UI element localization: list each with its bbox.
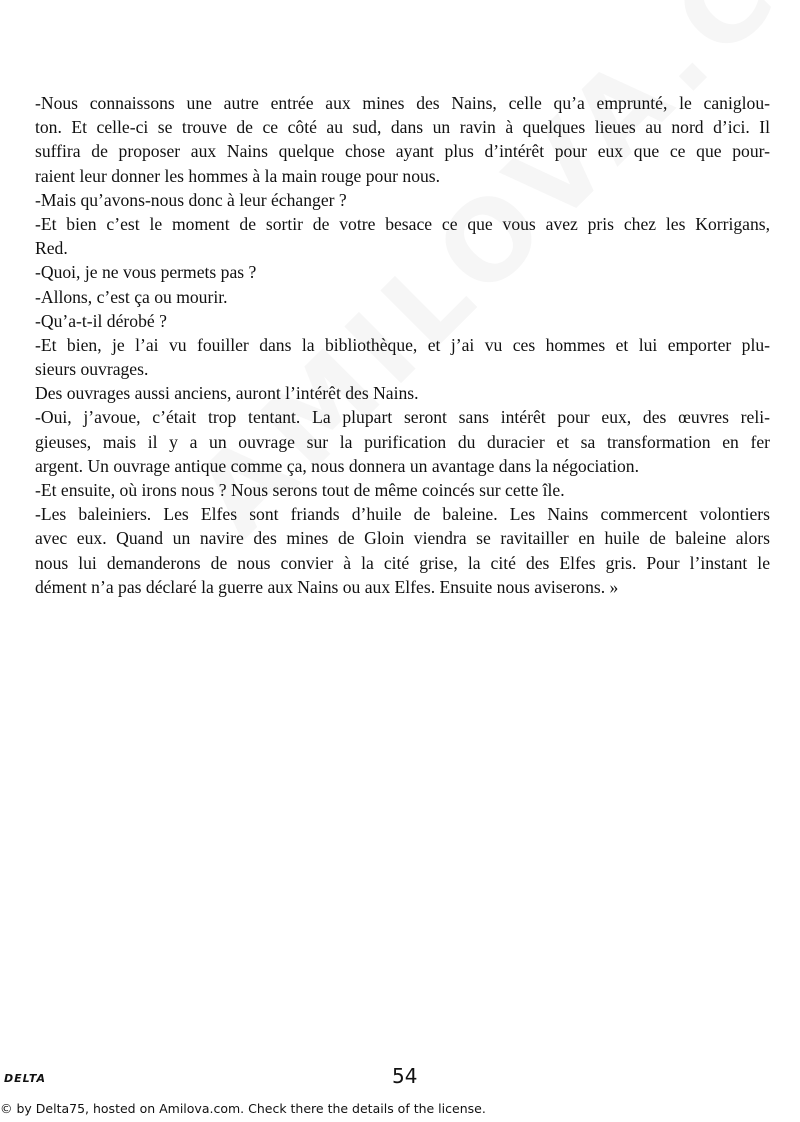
text-line: avec eux. Quand un navire des mines de Gloin viendra se ravitailler en huile de baleine alors	[35, 528, 770, 549]
text-line: -Et ensuite, où irons nous ? Nous serons tout de même coincés sur cette île.	[35, 480, 565, 500]
text-line: Des ouvrages aussi anciens, auront l’intérêt des Nains.	[35, 383, 419, 404]
text-line: -Et bien, je l’ai vu fouiller dans la bibliothèque, et j’ai vu ces hommes et lui emporter plu-	[35, 334, 770, 355]
text-line: nous lui demanderons de nous convier à la cité grise, la cité des Elfes gris. Pour l’instant le	[35, 552, 770, 573]
text-line: suffira de proposer aux Nains quelque chose ayant plus d’intérêt pour eux que ce que pour-	[35, 141, 770, 162]
text-line: -Allons, c’est ça ou mourir.	[35, 286, 228, 307]
text-line: -Mais qu’avons-nous donc à leur échanger ?	[35, 189, 347, 210]
text-line: raient leur donner les hommes à la main rouge pour nous.	[35, 165, 441, 186]
text-line: dément n’a pas déclaré la guerre aux Nains ou aux Elfes. Ensuite nous aviserons. »	[35, 576, 619, 597]
text-line: gieuses, mais il y a un ouvrage sur la purification du duracier et sa transformation en fer	[35, 431, 770, 452]
body-text	[35, 91, 770, 599]
text-line: -Qu’a-t-il dérobé ?	[35, 310, 167, 331]
author-logo: DELTA	[4, 1072, 46, 1085]
text-line: -Les baleiniers. Les Elfes sont friands d’huile de baleine. Les Nains commercent volontiers	[35, 504, 770, 525]
text-line: -Et bien c’est le moment de sortir de votre besace ce que vous avez pris chez les Korrigans,	[35, 213, 770, 234]
text-line: -Nous connaissons une autre entrée aux mines des Nains, celle qu’a emprunté, le caniglou-	[35, 93, 770, 113]
text-line: ton. Et celle-ci se trouve de ce côté au sud, dans un ravin à quelques lieues au nord d’ici. Il	[35, 117, 770, 138]
text-line: -Oui, j’avoue, c’était trop tentant. La plupart seront sans intérêt pour eux, des œuvres reli-	[35, 407, 770, 428]
text-line: Red.	[35, 238, 68, 259]
text-line: sieurs ouvrages.	[35, 359, 149, 380]
text-line: -Quoi, je ne vous permets pas ?	[35, 262, 257, 283]
license-notice: © by Delta75, hosted on Amilova.com. Check there the details of the license.	[0, 1101, 486, 1116]
page-number: 54	[392, 1064, 418, 1088]
text-line: argent. Un ouvrage antique comme ça, nous donnera un avantage dans la négociation.	[35, 455, 640, 476]
